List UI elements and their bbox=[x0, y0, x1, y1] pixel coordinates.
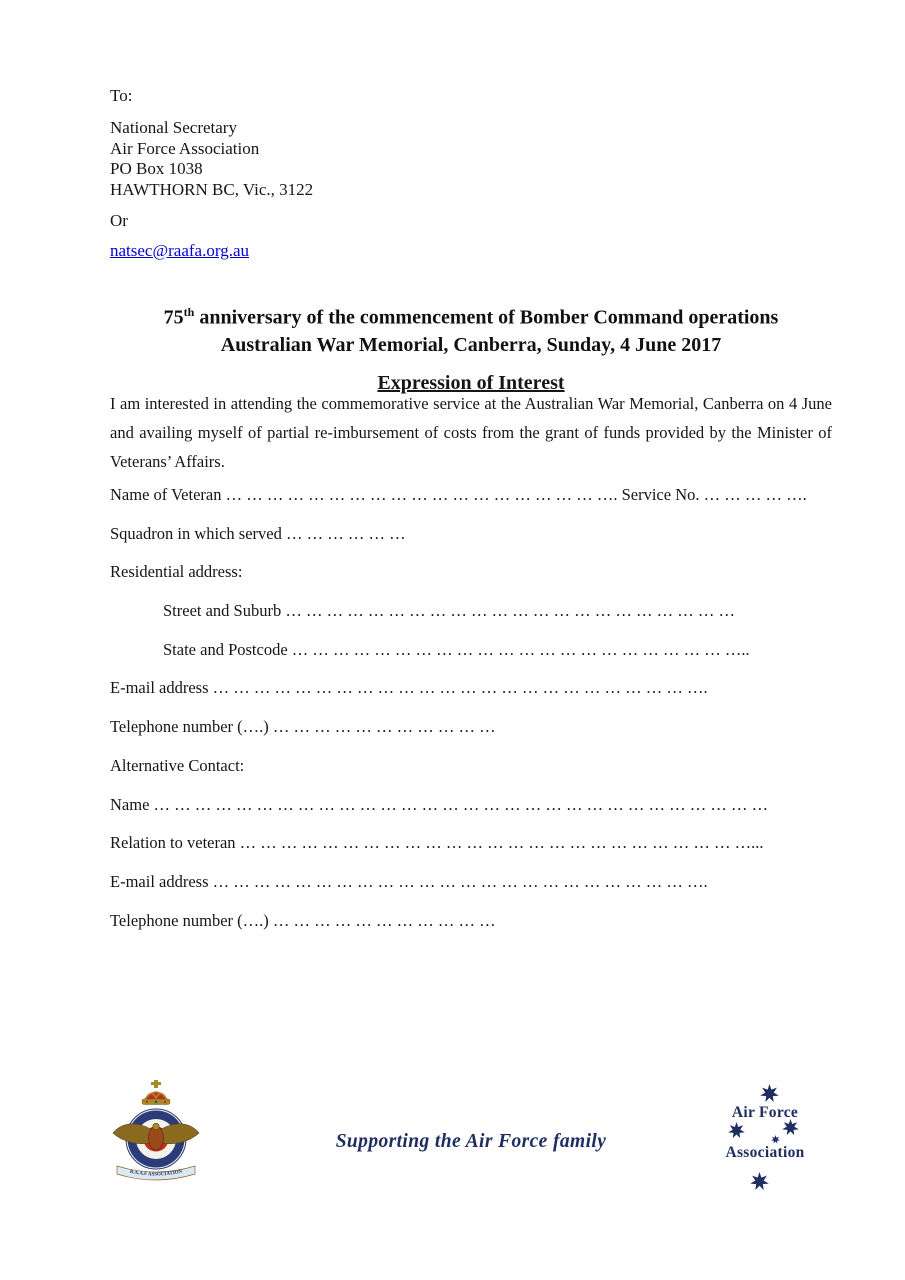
field-alt-email: E-mail address … … … … … … … … … … … … … … … … … … … … … … … …. bbox=[110, 871, 708, 891]
field-veteran-name: Name of Veteran … … … … … … … … … … … … … … … … … … …. Service No. … … … … …. bbox=[110, 485, 807, 504]
label-alternative-contact: Alternative Contact: bbox=[110, 755, 245, 775]
field-alt-relation: Relation to veteran … … … … … … … … … … … … … … … … … … … … … … … … …... bbox=[110, 833, 764, 853]
title-block bbox=[110, 299, 832, 395]
field-state-postcode: State and Postcode … … … … … … … … … … … … … … … … … … … … … ….. bbox=[163, 639, 750, 659]
title-number: 75 bbox=[163, 306, 184, 329]
to-label: To: bbox=[110, 86, 133, 105]
field-email: E-mail address … … … … … … … … … … … … … … … … … … … … … … … …. bbox=[110, 678, 708, 698]
label-residential-address: Residential address: bbox=[110, 562, 243, 582]
field-street-suburb: Street and Suburb … … … … … … … … … … … … … … … … … … … … … … bbox=[163, 601, 735, 621]
field-alt-name: Name … … … … … … … … … … … … … … … … … … … … … … … … … … … … … … bbox=[110, 794, 769, 814]
subtitle: Expression of Interest bbox=[377, 371, 565, 394]
crest-banner-text: R.A.A.F ASSOCIATION bbox=[129, 1169, 183, 1178]
recipient-city: HAWTHORN BC, Vic., 3122 bbox=[110, 179, 314, 199]
air-force-association-logo bbox=[710, 1078, 820, 1196]
document-title-line2: Australian War Memorial, Canberra, Sunday, 4 June 2017 bbox=[220, 333, 722, 356]
recipient-name: National Secretary bbox=[110, 118, 237, 137]
recipient-org: Air Force Association bbox=[110, 138, 260, 158]
star-icon bbox=[750, 1172, 769, 1191]
email-link[interactable]: natsec@raafa.org.au bbox=[110, 241, 249, 260]
star-icon bbox=[782, 1119, 799, 1136]
logo-air-force-label: Air Force bbox=[731, 1104, 799, 1121]
field-telephone: Telephone number (….) … … … … … … … … … … … bbox=[110, 717, 496, 737]
star-icon bbox=[728, 1122, 745, 1139]
form-block bbox=[110, 476, 850, 940]
logo-association-label: Association bbox=[725, 1144, 805, 1161]
tagline: Supporting the Air Force family bbox=[335, 1131, 607, 1152]
title-superscript: th bbox=[183, 305, 195, 319]
document-title-line1 bbox=[110, 299, 832, 332]
star-icon bbox=[771, 1135, 780, 1144]
or-label: Or bbox=[110, 211, 128, 230]
recipient-pobox: PO Box 1038 bbox=[110, 159, 203, 178]
intro-paragraph: I am interested in attending the commemorative service at the Australian War Memorial, Canberra on 4 June and availing myself of partial re-imbursement of costs from the grant of funds provided by the Minister of Veterans’ Affairs. bbox=[110, 394, 832, 472]
title-rest: anniversary of the commencement of Bomber Command operations bbox=[194, 306, 779, 329]
field-alt-telephone: Telephone number (….) … … … … … … … … … … … bbox=[110, 910, 496, 930]
email-line bbox=[110, 241, 832, 261]
recipient-block bbox=[110, 86, 832, 261]
field-squadron: Squadron in which served … … … … … … bbox=[110, 523, 406, 543]
star-icon bbox=[760, 1084, 779, 1103]
